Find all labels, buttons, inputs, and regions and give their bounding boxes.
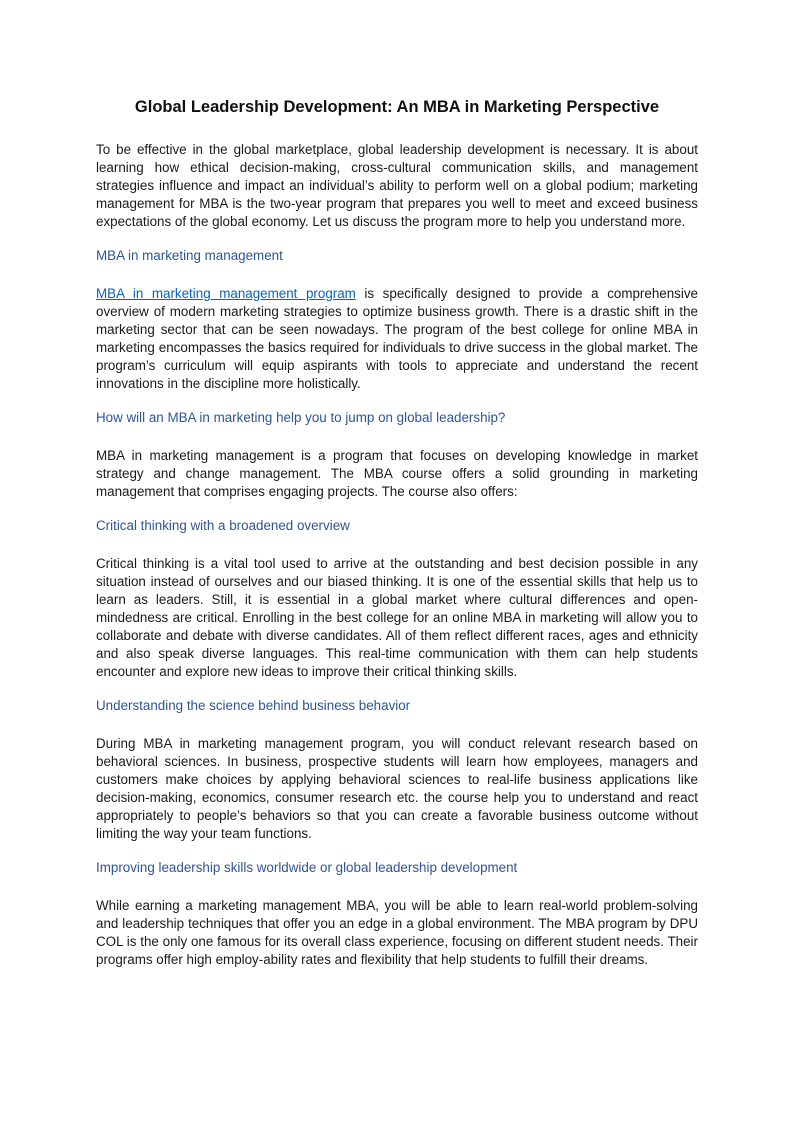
section-paragraph: MBA in marketing management is a program that focuses on developing knowledge in market strategy and change management. The MBA course offers a solid grounding in marketing management that comprises engaging projects. The course also offers:	[96, 448, 698, 499]
document-page	[96, 96, 698, 985]
section-paragraph: Critical thinking is a vital tool used to arrive at the outstanding and best decision possible in any situation instead of ourselves and our biased thinking. It is one of the essential skills that help us to learn as leaders. Still, it is essential in a global market where cultural differences and open-mindedness are critical. Enrolling in the best college for an online MBA in marketing will allow you to collaborate and debate with diverse candidates. All of them reflect different races, ages and ethnicity and also speak diverse languages. This real-time communication with them can help students encounter and explore new ideas to improve their critical thinking skills.	[96, 556, 698, 679]
section-paragraph: During MBA in marketing management program, you will conduct relevant research based on behavioral sciences. In business, prospective students will learn how employees, managers and customers make choices by applying behavioral sciences to real-life business applications like decision-making, economics, consumer research etc. the course help you to understand and react appropriately to people’s behaviors so that you can create a favorable business outcome without limiting the way your team functions.	[96, 736, 698, 841]
intro-paragraph: To be effective in the global marketplace, global leadership development is necessary. It is about learning how ethical decision-making, cross-cultural communication skills, and management strategies influence and impact an individual’s ability to perform well on a global podium; marketing management for MBA is the two-year program that prepares you well to meet and exceed business expectations of the global economy. Let us discuss the program more to help you understand more.	[96, 142, 698, 229]
section-heading: Understanding the science behind business behavior	[96, 698, 411, 713]
section-paragraph: While earning a marketing management MBA, you will be able to learn real-world problem-solving and leadership techniques that offer you an edge in a global environment. The MBA program by DPU COL is the only one famous for its overall class experience, focusing on different student needs. Their programs offer high employ-ability rates and flexibility that help students to fulfill their dreams.	[96, 898, 698, 967]
section-heading: Improving leadership skills worldwide or global leadership development	[96, 860, 518, 875]
section-heading: Critical thinking with a broadened overview	[96, 518, 350, 533]
section-paragraph-text: is specifically designed to provide a comprehensive overview of modern marketing strategies to optimize business growth. There is a drastic shift in the marketing sector that can be seen nowadays. The program of the best college for online MBA in marketing encompasses the basics required for individuals to drive success in the global market. The program’s curriculum will equip aspirants with tools to appreciate and understand the recent innovations in the discipline more holistically.	[96, 286, 698, 391]
mba-program-link[interactable]: MBA in marketing management program	[96, 286, 356, 301]
section-paragraph	[96, 285, 698, 393]
section-heading: How will an MBA in marketing help you to jump on global leadership?	[96, 410, 506, 425]
document-title: Global Leadership Development: An MBA in Marketing Perspective	[134, 98, 660, 116]
section-heading: MBA in marketing management	[96, 248, 283, 263]
